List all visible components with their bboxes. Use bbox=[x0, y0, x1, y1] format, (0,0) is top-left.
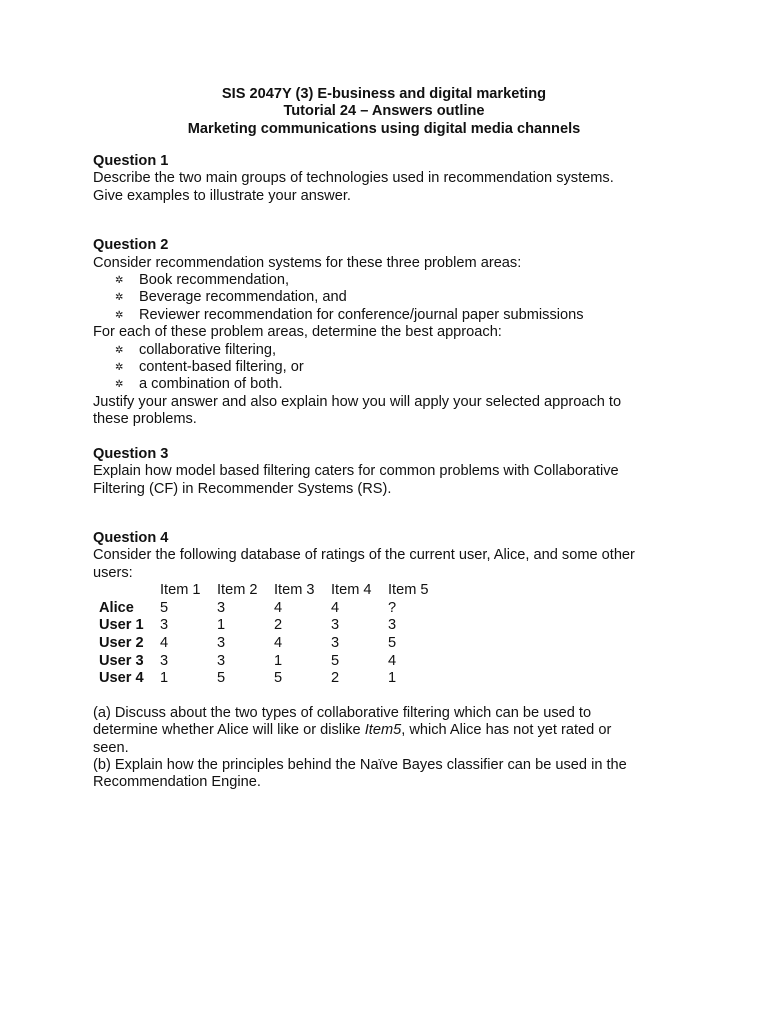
document-body bbox=[93, 153, 693, 792]
list-item-text: collaborative filtering, bbox=[139, 341, 277, 358]
part-a-line: (a) Discuss about the two types of collaborative filtering which can be used to bbox=[93, 704, 592, 721]
part-b-line: (b) Explain how the principles behind the Naïve Bayes classifier can be used in the bbox=[93, 756, 627, 773]
table-row bbox=[99, 635, 445, 653]
bullet-icon: ✲ bbox=[115, 275, 124, 287]
part-a-line bbox=[93, 722, 693, 739]
rating-cell: 4 bbox=[388, 652, 397, 669]
column-header: Item 5 bbox=[388, 582, 429, 599]
list-item bbox=[115, 342, 693, 359]
question-1 bbox=[93, 153, 693, 205]
rating-cell: 5 bbox=[217, 670, 226, 687]
table-row bbox=[99, 670, 445, 688]
rating-cell: 3 bbox=[388, 617, 397, 634]
rating-cell: 3 bbox=[331, 634, 340, 651]
list-item bbox=[115, 289, 693, 306]
question-4 bbox=[93, 530, 693, 792]
question-2-title: Question 2 bbox=[93, 237, 169, 254]
problem-area-list bbox=[93, 272, 693, 324]
list-item-text: Reviewer recommendation for conference/journal paper submissions bbox=[139, 306, 584, 323]
table-header-row bbox=[99, 582, 445, 600]
table-row bbox=[99, 653, 445, 671]
rating-cell: 5 bbox=[274, 670, 283, 687]
rating-cell: 3 bbox=[217, 652, 226, 669]
list-item-text: a combination of both. bbox=[139, 376, 283, 393]
rating-cell: 4 bbox=[331, 599, 340, 616]
row-label: Alice bbox=[99, 599, 134, 616]
rating-cell: 1 bbox=[217, 617, 226, 634]
column-header: Item 2 bbox=[217, 582, 258, 599]
question-3-text-line: Explain how model based filtering caters for common problems with Collaborative bbox=[93, 463, 619, 480]
rating-cell: 2 bbox=[274, 617, 283, 634]
rating-cell: 3 bbox=[160, 617, 169, 634]
topic-title: Marketing communications using digital media channels bbox=[187, 120, 581, 137]
table-row bbox=[99, 617, 445, 635]
row-label: User 1 bbox=[99, 617, 144, 634]
column-header: Item 3 bbox=[274, 582, 315, 599]
rating-cell: 3 bbox=[217, 634, 226, 651]
table-corner-cell bbox=[99, 582, 160, 600]
bullet-icon: ✲ bbox=[115, 362, 124, 374]
part-a-text: , which Alice has not yet rated or bbox=[401, 722, 612, 739]
rating-cell: 4 bbox=[274, 634, 283, 651]
ratings-table bbox=[99, 582, 445, 688]
list-item-text: Book recommendation, bbox=[139, 272, 290, 289]
rating-cell: 1 bbox=[274, 652, 283, 669]
list-item bbox=[115, 307, 693, 324]
question-3-text-line: Filtering (CF) in Recommender Systems (RS). bbox=[93, 480, 392, 497]
part-a-line: seen. bbox=[93, 739, 129, 756]
rating-cell: 2 bbox=[331, 670, 340, 687]
question-4-intro-line: Consider the following database of ratings of the current user, Alice, and some other bbox=[93, 547, 635, 564]
list-item-text: content-based filtering, or bbox=[139, 359, 304, 376]
question-2-intro: Consider recommendation systems for these three problem areas: bbox=[93, 254, 522, 271]
rating-cell: 4 bbox=[274, 599, 283, 616]
column-header: Item 4 bbox=[331, 582, 372, 599]
row-label: User 2 bbox=[99, 634, 144, 651]
column-header: Item 1 bbox=[160, 582, 201, 599]
rating-cell: 1 bbox=[388, 670, 397, 687]
course-title: SIS 2047Y (3) E-business and digital marketing bbox=[221, 86, 547, 102]
question-2 bbox=[93, 237, 693, 428]
rating-cell: ? bbox=[388, 599, 397, 616]
rating-cell: 3 bbox=[160, 652, 169, 669]
list-item bbox=[115, 272, 693, 289]
rating-cell: 5 bbox=[160, 599, 169, 616]
bullet-icon: ✲ bbox=[115, 379, 124, 391]
list-item-text: Beverage recommendation, and bbox=[139, 289, 347, 306]
part-a-text: determine whether Alice will like or dislike bbox=[93, 722, 365, 739]
row-label: User 4 bbox=[99, 670, 144, 687]
bullet-icon: ✲ bbox=[115, 309, 124, 321]
question-4-title: Question 4 bbox=[93, 529, 169, 546]
question-1-title: Question 1 bbox=[93, 153, 169, 169]
question-4-intro-line: users: bbox=[93, 564, 133, 581]
table-row bbox=[99, 600, 445, 618]
rating-cell: 3 bbox=[217, 599, 226, 616]
rating-cell: 4 bbox=[160, 634, 169, 651]
question-2-closing-line: these problems. bbox=[93, 411, 197, 428]
list-item bbox=[115, 376, 693, 393]
rating-cell: 3 bbox=[331, 617, 340, 634]
list-item bbox=[115, 359, 693, 376]
tutorial-title: Tutorial 24 – Answers outline bbox=[283, 103, 485, 120]
approach-list bbox=[93, 342, 693, 394]
bullet-icon: ✲ bbox=[115, 344, 124, 356]
question-2-mid: For each of these problem areas, determine the best approach: bbox=[93, 324, 502, 341]
row-label: User 3 bbox=[99, 652, 144, 669]
rating-cell: 5 bbox=[331, 652, 340, 669]
question-1-text-line: Describe the two main groups of technologies used in recommendation systems. bbox=[93, 170, 614, 187]
question-1-text-line: Give examples to illustrate your answer. bbox=[93, 187, 351, 204]
question-3-title: Question 3 bbox=[93, 445, 169, 462]
question-3 bbox=[93, 446, 693, 498]
bullet-icon: ✲ bbox=[115, 292, 124, 304]
part-b-line: Recommendation Engine. bbox=[93, 774, 261, 791]
rating-cell: 1 bbox=[160, 670, 169, 687]
document-header bbox=[0, 86, 768, 138]
item5-emphasis: Item5 bbox=[364, 722, 402, 739]
question-2-closing-line: Justify your answer and also explain how you will apply your selected approach to bbox=[93, 393, 622, 410]
rating-cell: 5 bbox=[388, 634, 397, 651]
